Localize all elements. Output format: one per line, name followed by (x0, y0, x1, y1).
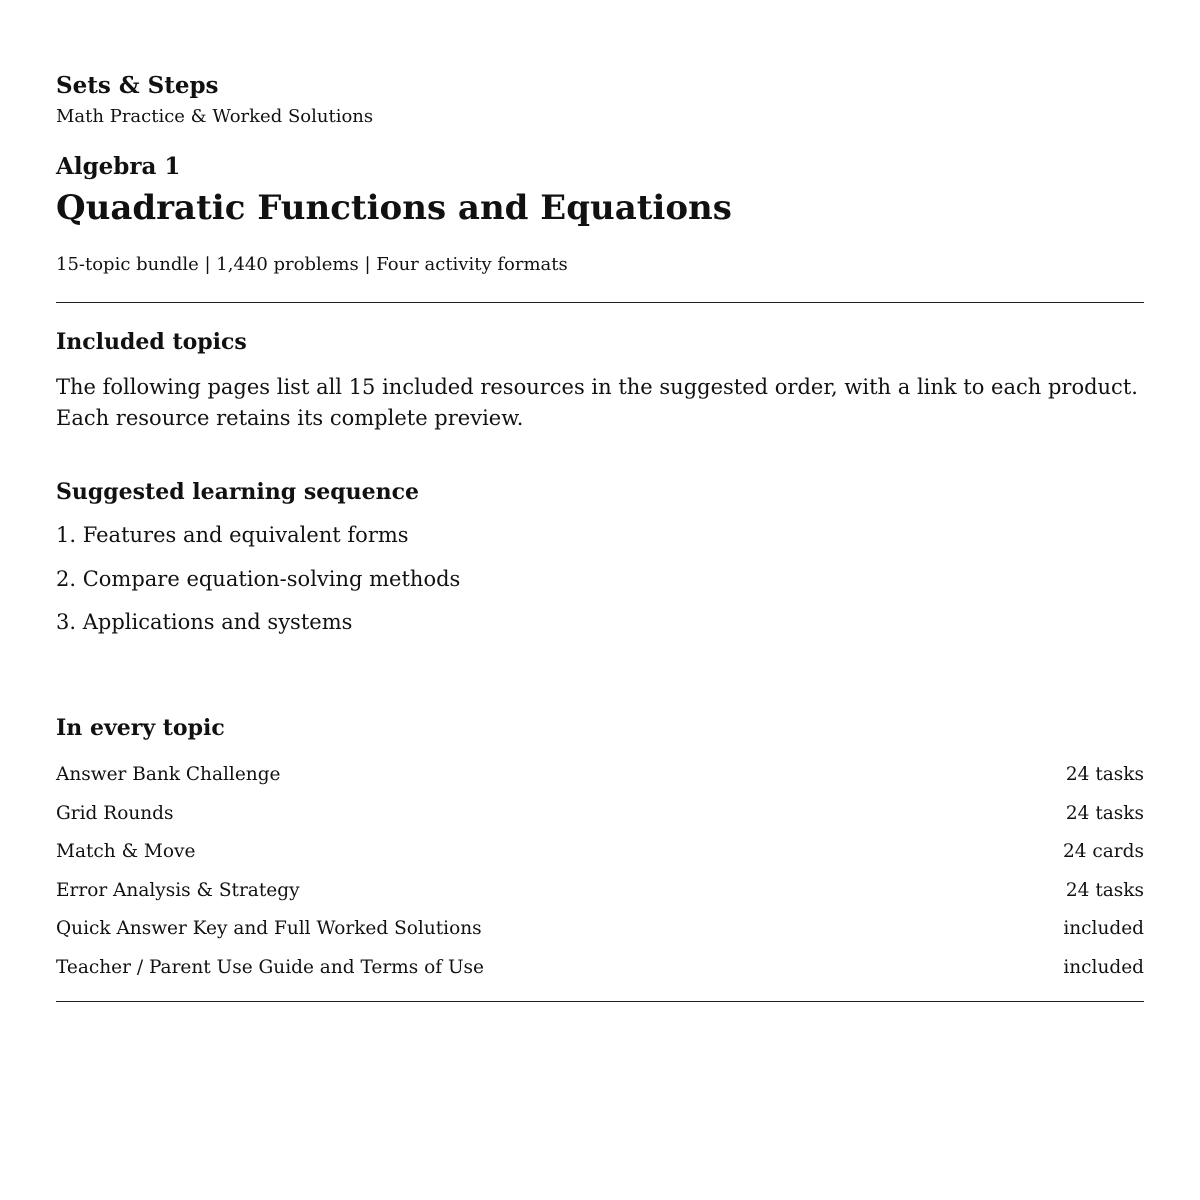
every-topic-heading: In every topic (56, 715, 225, 741)
every-topic-table (56, 760, 1144, 991)
learning-sequence-heading: Suggested learning sequence (56, 479, 419, 505)
row-value: 24 tasks (1065, 879, 1144, 901)
row-value: included (1063, 956, 1144, 978)
brand-subtitle: Math Practice & Worked Solutions (56, 106, 374, 127)
top-divider (56, 302, 1144, 303)
course-name: Algebra 1 (56, 153, 181, 180)
sequence-item: 3. Applications and systems (56, 610, 353, 634)
included-topics-heading: Included topics (56, 329, 247, 355)
row-label: Match & Move (56, 841, 196, 862)
page-title: Quadratic Functions and Equations (56, 188, 732, 228)
row-value: included (1063, 918, 1144, 939)
row-value: 24 tasks (1065, 764, 1144, 785)
bottom-divider (56, 1001, 1144, 1002)
row-label: Answer Bank Challenge (56, 764, 281, 785)
table-row (56, 799, 1144, 838)
sequence-item: 1. Features and equivalent forms (56, 523, 409, 547)
table-row (56, 837, 1144, 876)
row-label: Quick Answer Key and Full Worked Solutions (56, 918, 482, 939)
learning-sequence-list (56, 520, 460, 651)
included-topics-description: The following pages list all 15 included resources in the suggested order, with a link to each product. Each resource retains its complete preview. (56, 375, 1138, 430)
table-row (56, 760, 1144, 799)
table-row (56, 914, 1144, 953)
row-value: 24 tasks (1065, 802, 1144, 824)
row-label: Error Analysis & Strategy (56, 879, 300, 901)
bundle-meta: 15-topic bundle | 1,440 problems | Four activity formats (56, 254, 568, 275)
brand-name: Sets & Steps (56, 72, 219, 99)
table-row (56, 953, 1144, 992)
row-value: 24 cards (1063, 841, 1144, 862)
row-label: Teacher / Parent Use Guide and Terms of Use (56, 956, 484, 978)
row-label: Grid Rounds (56, 802, 174, 824)
sequence-item: 2. Compare equation-solving methods (56, 566, 461, 591)
table-row (56, 876, 1144, 915)
